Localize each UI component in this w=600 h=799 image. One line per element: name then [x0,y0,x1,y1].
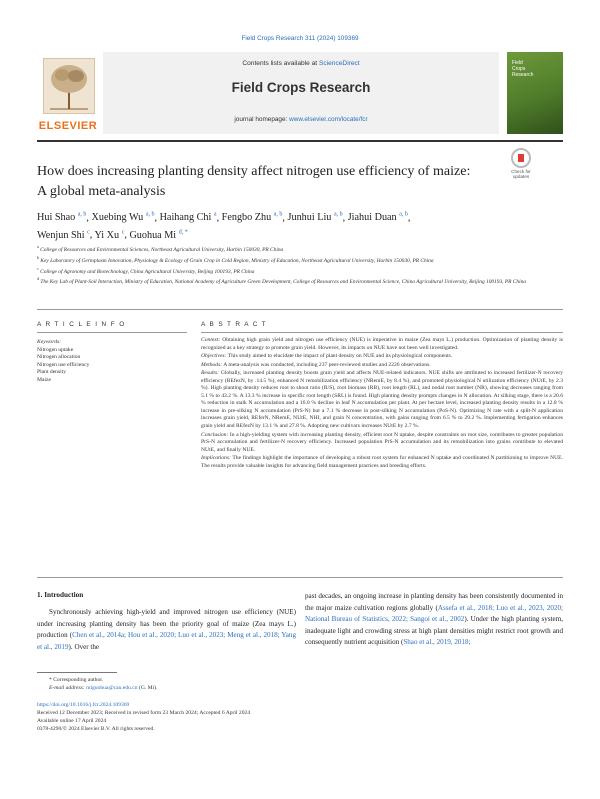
author[interactable]: Junhui Liu $^{a, b}$ [287,212,343,224]
affiliation-divider [37,309,563,310]
author[interactable]: Xuebing Wu $^{a, b}$ [91,212,155,224]
contents-line: Contents lists available at ScienceDirect [242,60,360,67]
keywords-label: Keywords: [37,339,62,345]
affiliation: $^b$ Key Laboratory of Germplasm Innovation, Physiology & Ecology of Grain Crop in Cold Region, Ministry of Education, Northeast Agricultural University, Harbin 150030, PR China [37,254,434,264]
publisher-name: ELSEVIER [38,120,98,132]
header-divider [37,140,563,142]
publication-info [37,701,437,733]
article-title: How does increasing planting density affect nitrogen use efficiency of maize: A global meta-analysis [37,164,471,199]
abstract-heading: A B S T R A C T [201,321,268,328]
available-online: Available online 17 April 2024 [37,718,107,724]
sciencedirect-link[interactable]: ScienceDirect [318,60,360,67]
cover-title: Field Crops Research [512,60,534,78]
affiliation: $^a$ College of Resources and Environmental Sciences, Northeast Agricultural University, Harbin 150030, PR China [37,244,284,253]
journal-reference-link[interactable]: Field Crops Research 311 (2024) 109369 [241,35,359,42]
affiliation: $^c$ College of Agronomy and Biotechnology, China Agricultural University, Beijing 100193, PR China [37,265,255,275]
abstract-paragraph: Context: Obtaining high grain yield and nitrogen use efficiency (NUE) is imperative in maize (Zea mays L.) production. Optimization of planting density is recognized as a key strategy to promote grain yield. However, its impacts on NUE have not been well investigated. [201,337,563,351]
keywords-block [37,339,187,385]
author-list: Hui Shao $^{a, b}$, Xuebing Wu $^{a, b}$, Haihang Chi $^a$, Fengbo Zhu $^{a, b}$, Junhui Liu $^{a, b}$, Jiahui Duan $^{a, b}$, Wenjun Shi $^c$, Yi Xu $^c$, Guohua Mi $^{d, *}$ [37,212,411,241]
abstract-paragraph: Conclusion: In a high-yielding system with increasing planting density, efficient root N uptake, despite constraints on root size, contributes to greater population PrS-N accumulation and fertilizer-N recovery efficiency. Increased population PrS-N accumulation and its remobilization into grains contribute to elevated NUtE, and finally NUE. [201,431,563,453]
keyword: Plant density [37,369,67,376]
author[interactable]: Guohua Mi $^{d, *}$ [129,229,188,241]
author[interactable]: Jiahui Duan $^{a, b}$ [347,212,408,224]
received-dates: Received 12 December 2023; Received in revised form 23 March 2024; Accepted 6 April 2024 [37,710,251,716]
doi-link[interactable]: https://doi.org/10.1016/j.fcr.2024.109369 [37,702,130,708]
footnote: * Corresponding author. E-mail address: miguohua@cau.edu.cn (G. Mi). [49,677,158,691]
intro-paragraph-left: Synchronously achieving high-yield and improved nitrogen use efficiency (NUE) under increasing planting density has been the priority goal of maize (Zea mays L.) production (Chen et al., 2014a; Hou et al., 2020; Luo et al., 2023; Meng et al., 2018; Yang et al., 2019). Over the [37,608,296,651]
check-updates-icon [511,148,531,168]
affiliation: $^d$ The Key Lab of Plant-Soil Interaction, Ministry of Education, National Academy of Agriculture Green Development, College of Resources and Environmental Science, China Agricultural University, Beijing 100193, PR China [37,276,526,286]
journal-banner [103,52,499,134]
citation-link[interactable]: Shao et al., 2019, 2018; [403,638,471,646]
author[interactable]: Yi Xu $^c$ [94,229,125,241]
author[interactable]: Fengbo Zhu $^{a, b}$ [221,212,283,224]
abstract-divider [201,332,563,333]
introduction-heading: 1. Introduction [37,591,84,599]
keyword: Nitrogen use efficiency [37,361,90,368]
affiliations [37,243,553,286]
keyword: Nitrogen uptake [37,346,74,353]
author[interactable]: Haihang Chi $^a$ [159,212,217,224]
abstract-paragraph: Results: Globally, increased planting density boosts grain yield and affects NUE-related indicators. NUE shifts are attributed to increased fertilizer-N recovery efficiency (REfezN, by .14.5 %), enhanced N remobilization efficiency (NRemE, by 8.4 %), and promoted physiological N utilization efficiency (NUtE, by 2.3 %). High planting density reduces root to shoot ratio (R/S), root biomass (RB), root length (RL), and nodal root number (NR), showing decreases ranging from 5.1 % to 43.2 %. A 13.3 % increase in specific root length (SRL) is found. High planting density prompts changes in N allocation. At silking stage, there is a 20.6 % reduction in stalk N accumulation and a 16.0 % decline in leaf N accumulation per plant. At per hectare level, increased planting density results in a 12.8 % increase in pre-silking N accumulation (PrS-N) but a 7.1 % decrease in post-silking N accumulation (PoS-N). Optimizing N rate with a split-N application increases grain yield, REferN, NRemE, NUtE, NHI, and grain N concentration, with gains ranging from 6.5 % to 29.2 %. Implementing fertigation enhances grain yield and REfezN by 13.1 % and 27.8 %. Adopting new cultivars increases NUtE by 2.7 %. [201,370,563,430]
journal-homepage: journal homepage: www.elsevier.com/locate/fcr [234,116,368,123]
abstract-paragraph: Implications: The findings highlight the importance of developing a robust root system for enhanced N uptake and coordinated N partitioning to improve NUE. The results provide valuable insights for advancing field management practices and breeding efforts. [201,455,563,469]
abstract-body [201,337,563,471]
abstract-paragraph: Methods: A meta-analysis was conducted, including 237 peer-reviewed studies and 2226 observations. [201,361,431,368]
article-info-heading: A R T I C L E I N F O [37,321,126,328]
keyword: Maize [37,376,51,383]
elsevier-tree-icon [43,58,95,114]
journal-title: Field Crops Research [231,80,371,95]
abstract-bottom-divider [37,577,563,578]
check-updates-label: Check for updates [511,169,531,180]
elsevier-logo [37,58,99,132]
article-info-divider [37,332,187,333]
email-link[interactable]: miguohua@cau.edu.cn [86,685,138,691]
copyright: 0378-4290/© 2024 Elsevier B.V. All rights reserved. [37,726,155,732]
citation-link[interactable]: Chen et al., 2014a; Hou et al., 2020; Luo et al., 2023; Meng et al., 2018; Yang et al., 2019 [37,631,296,651]
homepage-link[interactable]: www.elsevier.com/locate/fcr [289,116,368,123]
journal-header [37,52,563,134]
check-for-updates-button[interactable] [508,148,534,184]
journal-cover-image [507,52,563,134]
author[interactable]: Hui Shao $^{a, b}$ [37,212,87,224]
abstract-paragraph: Objectives: This study aimed to elucidate the impact of plant density on NUE and its physiological components. [201,353,453,360]
author[interactable]: Wenjun Shi $^c$ [37,229,90,241]
citation-link[interactable]: Assefa et al., 2018; Luo et al., 2023, 2020; National Bureau of Statistics, 2022; Sangoi et al., 2002 [305,603,563,623]
footnote-divider [37,672,117,673]
intro-paragraph-right: past decades, an ongoing increase in planting density has been consistently documented in the major maize cultivation regions globally (Assefa et al., 2018; Luo et al., 2023, 2020; National Bureau of Statistics, 2022; Sangoi et al., 2002). Under the high planting system, inadequate light and crowding stress at high plant densities might restrict root growth and consequently nutrient acquisition (Shao et al., 2019, 2018; [305,592,563,646]
keyword: Nitrogen allocation [37,354,81,361]
